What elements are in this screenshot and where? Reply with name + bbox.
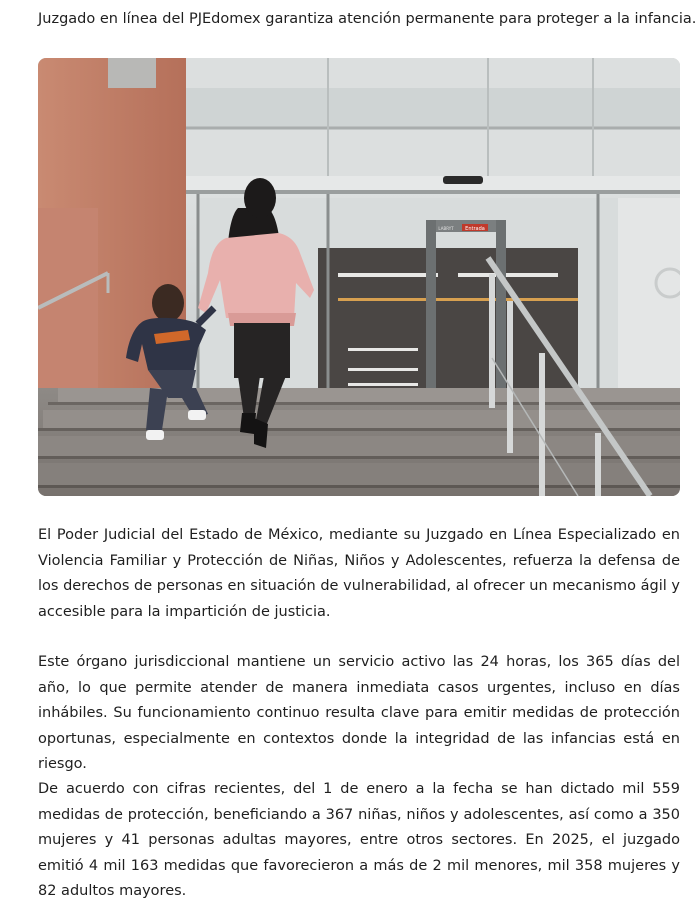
photo-sign-entrada: Entrada <box>465 226 485 232</box>
image-caption-lead: Juzgado en línea del PJEdomex garantiza atención permanente para proteger a la infancia. <box>38 11 697 27</box>
article-paragraph: De acuerdo con cifras recientes, del 1 de enero a la fecha se han dictado mil 559 medidas de protección, beneficiando a 367 niñas, niños y adolescentes, así como a 350 mujeres y 41 personas adultas mayores, entre otros sectores. En 2025, el juzgado emitió 4 mil 163 medidas que favorecieron a más de 2 mil menores, mil 358 mujeres y 82 adultos mayores. <box>38 781 680 899</box>
photo-sign-left: LABRYT <box>438 226 454 231</box>
article-photo <box>38 58 680 496</box>
article-paragraph: Este órgano jurisdiccional mantiene un servicio activo las 24 horas, los 365 días del año, lo que permite atender de manera inmediata casos urgentes, incluso en días inhábiles. Su funcionamiento continuo resulta clave para emitir medidas de protección oportunas, especialmente en contextos donde la integridad de las infancias está en riesgo. <box>38 654 680 772</box>
article-paragraph: El Poder Judicial del Estado de México, mediante su Juzgado en Línea Especializado en Violencia Familiar y Protección de Niñas, Niños y Adolescentes, refuerza la defensa de los derechos de personas en situación de vulnerabilidad, al ofrecer un mecanismo ágil y accesible para la impartición de justicia. <box>38 527 680 620</box>
